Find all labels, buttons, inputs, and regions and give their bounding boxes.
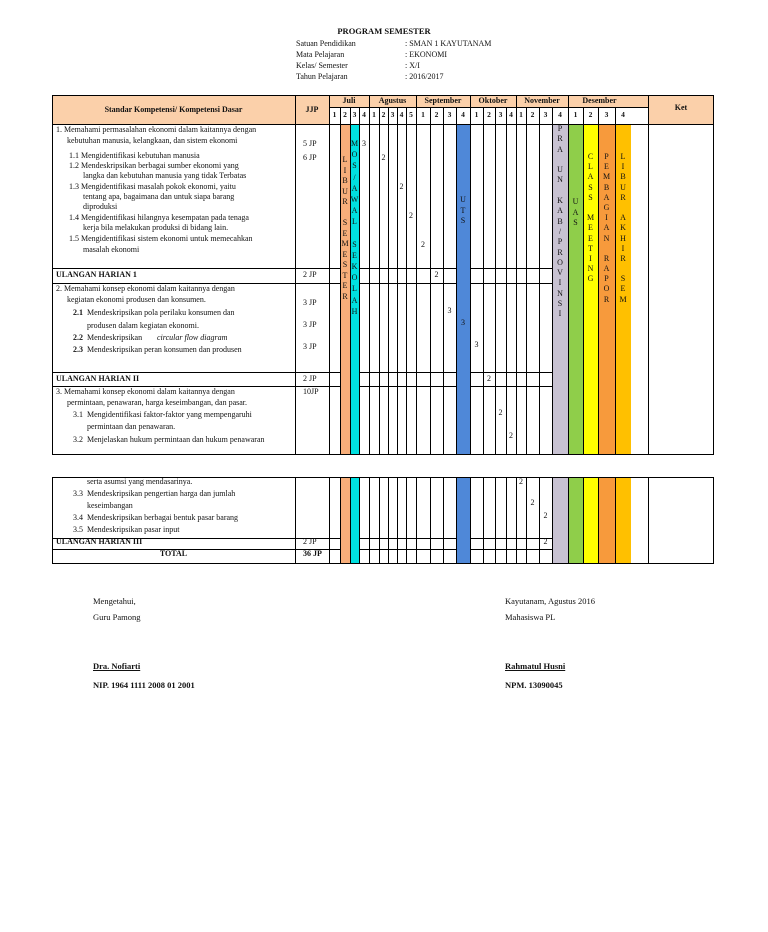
info-label: Mata Pelajaran <box>296 50 345 59</box>
grid-vline <box>443 107 444 455</box>
kd-number: 3.3 <box>73 489 83 498</box>
grid-hline <box>369 549 379 550</box>
grid-hline <box>470 372 483 373</box>
grid-hline <box>430 386 443 387</box>
grid-hline <box>430 549 443 550</box>
grid-vline <box>295 477 296 564</box>
grid-hline <box>495 283 506 284</box>
sig-right-line2: Mahasiswa PL <box>505 612 556 622</box>
grid-vline <box>506 477 507 564</box>
jjp-value: 6 JP <box>303 153 317 162</box>
grid-vline <box>583 477 584 564</box>
grid-vline <box>598 107 599 455</box>
grid-hline <box>397 372 406 373</box>
week-label: 3 <box>604 110 609 119</box>
week-label: 4 <box>621 110 625 119</box>
row-text: Mendeskripsikan berbagai bentuk pasar barang <box>87 513 239 522</box>
total-label: TOTAL <box>159 549 188 558</box>
grid-vline <box>526 477 527 564</box>
sig-right-line1: Kayutanam, Agustus 2016 <box>505 596 595 606</box>
grid-hline <box>443 283 456 284</box>
grid-vline <box>430 477 431 564</box>
grid-hline <box>483 283 495 284</box>
grid-vline <box>369 477 370 564</box>
grid-vline <box>598 477 599 564</box>
grid-hline <box>388 372 397 373</box>
month-label: Agustus <box>378 96 407 105</box>
grid-vline <box>456 107 457 455</box>
grid-hline <box>506 386 516 387</box>
mark-value: 2 <box>498 408 503 417</box>
grid-hline <box>483 538 495 539</box>
semester-table <box>52 95 714 455</box>
grid-hline <box>526 386 539 387</box>
week-label: 3 <box>447 110 452 119</box>
grid-hline <box>443 268 456 269</box>
week-label: 1 <box>519 110 523 119</box>
grid-hline <box>295 283 329 284</box>
grid-hline <box>539 283 552 284</box>
mark-value: 2 <box>519 477 523 486</box>
mark-value: 2 <box>399 182 404 191</box>
grid-vline <box>483 477 484 564</box>
row-text: produsen dalam kegiatan ekonomi. <box>87 321 199 330</box>
grid-hline <box>539 549 552 550</box>
grid-vline <box>615 107 616 455</box>
ulangan-harian: ULANGAN HARIAN II <box>56 374 140 383</box>
sig-left-nip: NIP. 1964 1111 2008 01 2001 <box>93 680 195 690</box>
grid-hline <box>516 386 526 387</box>
grid-vline <box>615 477 616 564</box>
grid-vline <box>329 477 330 564</box>
grid-hline <box>430 268 443 269</box>
week-label: 1 <box>372 110 376 119</box>
grid-hline <box>443 549 456 550</box>
grid-hline <box>359 549 369 550</box>
row-text: Mendeskripsikan pasar input <box>87 525 180 534</box>
grid-vline <box>430 107 431 455</box>
kd-number: 2.1 <box>73 308 83 317</box>
row-text: keseimbangan <box>87 501 133 510</box>
week-label: 4 <box>399 110 404 119</box>
info-value: : EKONOMI <box>405 50 447 59</box>
sig-left-name: Dra. Nofiarti <box>93 661 141 671</box>
grid-hline <box>416 283 430 284</box>
grid-vline <box>568 95 569 455</box>
grid-vline <box>648 477 649 564</box>
kd-number: 3.4 <box>73 513 83 522</box>
grid-hline <box>329 107 648 108</box>
row-text: diproduksi <box>83 202 118 211</box>
semester-table-continued <box>52 477 714 564</box>
row-text: 1.1 Mengidentifikasi kebutuhan manusia <box>69 151 200 160</box>
grid-vline <box>552 477 553 564</box>
grid-hline <box>430 538 443 539</box>
week-label: 4 <box>558 110 562 119</box>
jjp-total: 36 JP <box>303 549 322 558</box>
grid-hline <box>388 268 397 269</box>
grid-hline <box>516 268 526 269</box>
row-text: 1.4 Mengidentifikasi hilangnya kesempatan pada tenaga <box>69 213 249 222</box>
mark-value: 2 <box>543 511 548 520</box>
grid-hline <box>526 549 539 550</box>
grid-vline <box>416 477 417 564</box>
grid-vline <box>506 107 507 455</box>
grid-hline <box>483 372 495 373</box>
week-label: 4 <box>509 110 513 119</box>
grid-vline <box>495 107 496 455</box>
info-value: : SMAN 1 KAYUTANAM <box>405 39 492 48</box>
grid-hline <box>416 549 430 550</box>
jjp-value: 3 JP <box>303 298 317 307</box>
band-label-libur_akhir: L I B U R A K H I R S E M <box>619 152 627 304</box>
grid-hline <box>369 386 379 387</box>
grid-hline <box>52 372 295 373</box>
band-label-pembagian_rapor: P E M B A G I A N R A P O R <box>602 152 611 304</box>
jjp-value: 5 JP <box>303 139 317 148</box>
grid-hline <box>470 268 483 269</box>
grid-hline <box>369 283 379 284</box>
grid-vline <box>483 107 484 455</box>
kd-number: 3.2 <box>73 435 83 444</box>
grid-vline <box>470 477 471 564</box>
mark-value: 3 <box>362 139 366 148</box>
grid-hline <box>539 386 552 387</box>
week-label: 3 <box>352 110 357 119</box>
mark-value: 2 <box>530 498 535 507</box>
mark-value: 3 <box>447 306 452 315</box>
grid-vline <box>388 477 389 564</box>
grid-hline <box>506 268 516 269</box>
grid-hline <box>295 268 329 269</box>
grid-vline <box>495 477 496 564</box>
grid-hline <box>359 372 369 373</box>
grid-hline <box>416 372 430 373</box>
row-text: 1.2 Mendeskripsikan berbagai sumber ekonomi yang <box>69 161 239 170</box>
grid-hline <box>369 538 379 539</box>
week-label: 3 <box>543 110 548 119</box>
grid-hline <box>379 268 388 269</box>
grid-hline <box>52 268 295 269</box>
grid-vline <box>350 477 351 564</box>
grid-hline <box>539 372 552 373</box>
grid-hline <box>416 538 430 539</box>
grid-hline <box>539 268 552 269</box>
grid-hline <box>359 386 369 387</box>
week-label: 3 <box>498 110 503 119</box>
ulangan-harian: ULANGAN HARIAN 1 <box>56 270 137 279</box>
week-label: 4 <box>362 110 366 119</box>
grid-vline <box>648 95 649 455</box>
grid-hline <box>516 283 526 284</box>
grid-hline <box>506 549 516 550</box>
band-label-mos: M O S / A W A L S E K O L A H <box>350 139 359 316</box>
row-text: kegiatan ekonomi produsen dan konsumen. <box>67 295 206 304</box>
grid-hline <box>379 372 388 373</box>
week-label: 2 <box>343 110 347 119</box>
grid-hline <box>495 386 506 387</box>
row-text: Mengidentifikasi faktor-faktor yang mempengaruhi <box>87 410 252 419</box>
row-text: 2. Memahami konsep ekonomi dalam kaitannya dengan <box>56 284 235 293</box>
month-label: November <box>524 96 560 105</box>
grid-hline <box>397 538 406 539</box>
week-label: 2 <box>588 110 593 119</box>
kd-number: 3.5 <box>73 525 83 534</box>
grid-hline <box>329 386 340 387</box>
info-label: Kelas/ Semester <box>296 61 348 70</box>
sig-left-line2: Guru Pamong <box>93 612 141 622</box>
grid-hline <box>443 538 456 539</box>
row-text: 3. Memahami konsep ekonomi dalam kaitannya dengan <box>56 387 235 396</box>
sig-right-nip: NPM. 13090045 <box>505 680 563 690</box>
grid-vline <box>526 107 527 455</box>
grid-hline <box>506 538 516 539</box>
grid-hline <box>416 268 430 269</box>
row-text: 1.3 Mengidentifikasi masalah pokok ekonomi, yaitu <box>69 182 236 191</box>
grid-hline <box>495 549 506 550</box>
grid-vline <box>539 107 540 455</box>
grid-vline <box>456 477 457 564</box>
row-text: kebutuhan manusia, kelangkaan, dan sistem ekonomi <box>67 136 238 145</box>
grid-vline <box>539 477 540 564</box>
row-text: permintaan dan penawaran. <box>87 422 176 431</box>
month-label: Oktober <box>478 96 508 105</box>
jjp-value: 10JP <box>303 387 319 396</box>
week-label: 1 <box>332 110 337 119</box>
week-label: 2 <box>434 110 439 119</box>
grid-vline <box>406 477 407 564</box>
grid-vline <box>369 95 370 455</box>
grid-hline <box>329 538 340 539</box>
week-label: 2 <box>487 110 491 119</box>
grid-hline <box>388 283 397 284</box>
header-jjp: JJP <box>305 105 319 114</box>
grid-hline <box>526 268 539 269</box>
row-text: serta asumsi yang mendasarinya. <box>87 477 193 486</box>
band-label-pra_un: P R A U N K A B / P R O V I N S I <box>557 124 563 319</box>
grid-hline <box>359 538 369 539</box>
grid-vline <box>406 107 407 455</box>
grid-hline <box>388 386 397 387</box>
band-label-class_meeting: C L A S S M E E T I N G <box>586 152 595 284</box>
week-label: 5 <box>409 110 413 119</box>
kd-number: 2.3 <box>73 345 83 354</box>
grid-hline <box>430 283 443 284</box>
page-title: PROGRAM SEMESTER <box>337 26 431 36</box>
row-text: Mendeskripsikan peran konsumen dan produsen <box>87 345 242 354</box>
grid-hline <box>506 372 516 373</box>
month-label: Juli <box>342 96 356 105</box>
week-label: 1 <box>573 110 578 119</box>
grid-hline <box>495 538 506 539</box>
grid-hline <box>526 283 539 284</box>
header-ket: Ket <box>674 103 688 112</box>
grid-hline <box>430 372 443 373</box>
row-text: Mendeskripsikan pola perilaku konsumen dan <box>87 308 235 317</box>
grid-hline <box>483 268 495 269</box>
header-sk: Standar Kompetensi/ Kompetensi Dasar <box>104 105 243 114</box>
grid-hline <box>369 268 379 269</box>
grid-hline <box>470 283 483 284</box>
grid-hline <box>397 283 406 284</box>
grid-hline <box>369 372 379 373</box>
row-text-italic: circular flow diagram <box>157 333 228 342</box>
kd-number: 3.1 <box>73 410 83 419</box>
grid-hline <box>359 283 369 284</box>
grid-hline <box>329 549 340 550</box>
grid-vline <box>295 95 296 455</box>
week-label: 2 <box>530 110 535 119</box>
row-text: masalah ekonomi <box>83 245 140 254</box>
mark-value: 2 <box>543 537 548 546</box>
week-label: 1 <box>421 110 425 119</box>
grid-hline <box>406 268 416 269</box>
grid-hline <box>406 372 416 373</box>
grid-vline <box>516 477 517 564</box>
mark-value: 2 <box>421 240 425 249</box>
grid-vline <box>397 477 398 564</box>
grid-hline <box>416 386 430 387</box>
info-value: : X/I <box>405 61 420 70</box>
grid-vline <box>379 477 380 564</box>
grid-hline <box>397 268 406 269</box>
grid-hline <box>406 549 416 550</box>
grid-vline <box>359 477 360 564</box>
grid-hline <box>329 372 340 373</box>
grid-hline <box>526 538 539 539</box>
grid-hline <box>406 283 416 284</box>
mark-value: 2 <box>409 211 413 220</box>
band-label-uts: U T S <box>460 195 466 225</box>
grid-hline <box>388 538 397 539</box>
grid-vline <box>397 107 398 455</box>
jjp-value: 2 JP <box>303 374 317 383</box>
grid-hline <box>397 386 406 387</box>
grid-hline <box>379 386 388 387</box>
row-text: Mendeskripsikan <box>87 333 143 342</box>
grid-vline <box>552 107 553 455</box>
grid-hline <box>483 549 495 550</box>
month-label: Desember <box>582 96 617 105</box>
week-label: 4 <box>461 110 465 119</box>
mark-value: 2 <box>487 374 491 383</box>
jjp-value: 3 JP <box>303 320 317 329</box>
week-label: 3 <box>390 110 395 119</box>
band-label-libur_semester: L I B U R S E M E S T E R <box>341 155 349 301</box>
grid-hline <box>516 549 526 550</box>
grid-hline <box>470 549 483 550</box>
info-label: Satuan Pendidikan <box>296 39 356 48</box>
grid-vline <box>470 95 471 455</box>
grid-vline <box>568 477 569 564</box>
row-text: tentang apa, bagaimana dan untuk siapa barang <box>83 192 235 201</box>
kd-number: 2.2 <box>73 333 83 342</box>
mark-value: 3 <box>461 318 465 327</box>
row-text: Menjelaskan hukum permintaan dan hukum penawaran <box>87 435 265 444</box>
grid-vline <box>443 477 444 564</box>
grid-hline <box>506 283 516 284</box>
grid-hline <box>359 268 369 269</box>
row-text: permintaan, penawaran, harga keseimbangan, dan pasar. <box>67 398 247 407</box>
grid-hline <box>443 386 456 387</box>
info-value: : 2016/2017 <box>405 72 444 81</box>
grid-hline <box>379 283 388 284</box>
week-label: 2 <box>381 110 386 119</box>
grid-hline <box>495 268 506 269</box>
row-text: langka dan kebutuhan manusia yang tidak Terbatas <box>83 171 247 180</box>
month-label: September <box>424 96 462 105</box>
grid-hline <box>470 538 483 539</box>
grid-vline <box>416 95 417 455</box>
jjp-value: 2 JP <box>303 270 317 279</box>
grid-hline <box>406 538 416 539</box>
grid-hline <box>388 549 397 550</box>
info-label: Tahun Pelajaran <box>296 72 348 81</box>
grid-hline <box>397 549 406 550</box>
jjp-value: 3 JP <box>303 342 317 351</box>
ulangan-harian: ULANGAN HARIAN III <box>56 537 143 546</box>
grid-vline <box>516 95 517 455</box>
grid-hline <box>443 372 456 373</box>
row-text: 1. Memahami permasalahan ekonomi dalam kaitannya dengan <box>56 125 257 134</box>
grid-hline <box>379 538 388 539</box>
grid-hline <box>516 538 526 539</box>
row-text: Mendeskripsikan pengertian harga dan jumlah <box>87 489 236 498</box>
mark-value: 2 <box>381 153 386 162</box>
grid-hline <box>483 386 495 387</box>
grid-hline <box>470 386 483 387</box>
sig-left-line1: Mengetahui, <box>93 596 136 606</box>
grid-hline <box>379 549 388 550</box>
mark-value: 3 <box>474 340 479 349</box>
row-text: kerja bila melakukan produksi di bidang lain. <box>83 223 229 232</box>
band-label-uas: U A S <box>572 197 579 227</box>
grid-hline <box>526 372 539 373</box>
grid-hline <box>406 386 416 387</box>
grid-hline <box>295 372 329 373</box>
mark-value: 2 <box>434 270 439 279</box>
grid-vline <box>340 477 341 564</box>
grid-hline <box>495 372 506 373</box>
jjp-value: 2 JP <box>303 537 317 546</box>
row-text: 1.5 Mengidentifikasi sistem ekonomi untuk memecahkan <box>69 234 253 243</box>
grid-vline <box>329 95 330 455</box>
mark-value: 2 <box>509 431 513 440</box>
sig-right-name: Rahmatul Husni <box>505 661 566 671</box>
grid-hline <box>516 372 526 373</box>
week-label: 1 <box>474 110 479 119</box>
